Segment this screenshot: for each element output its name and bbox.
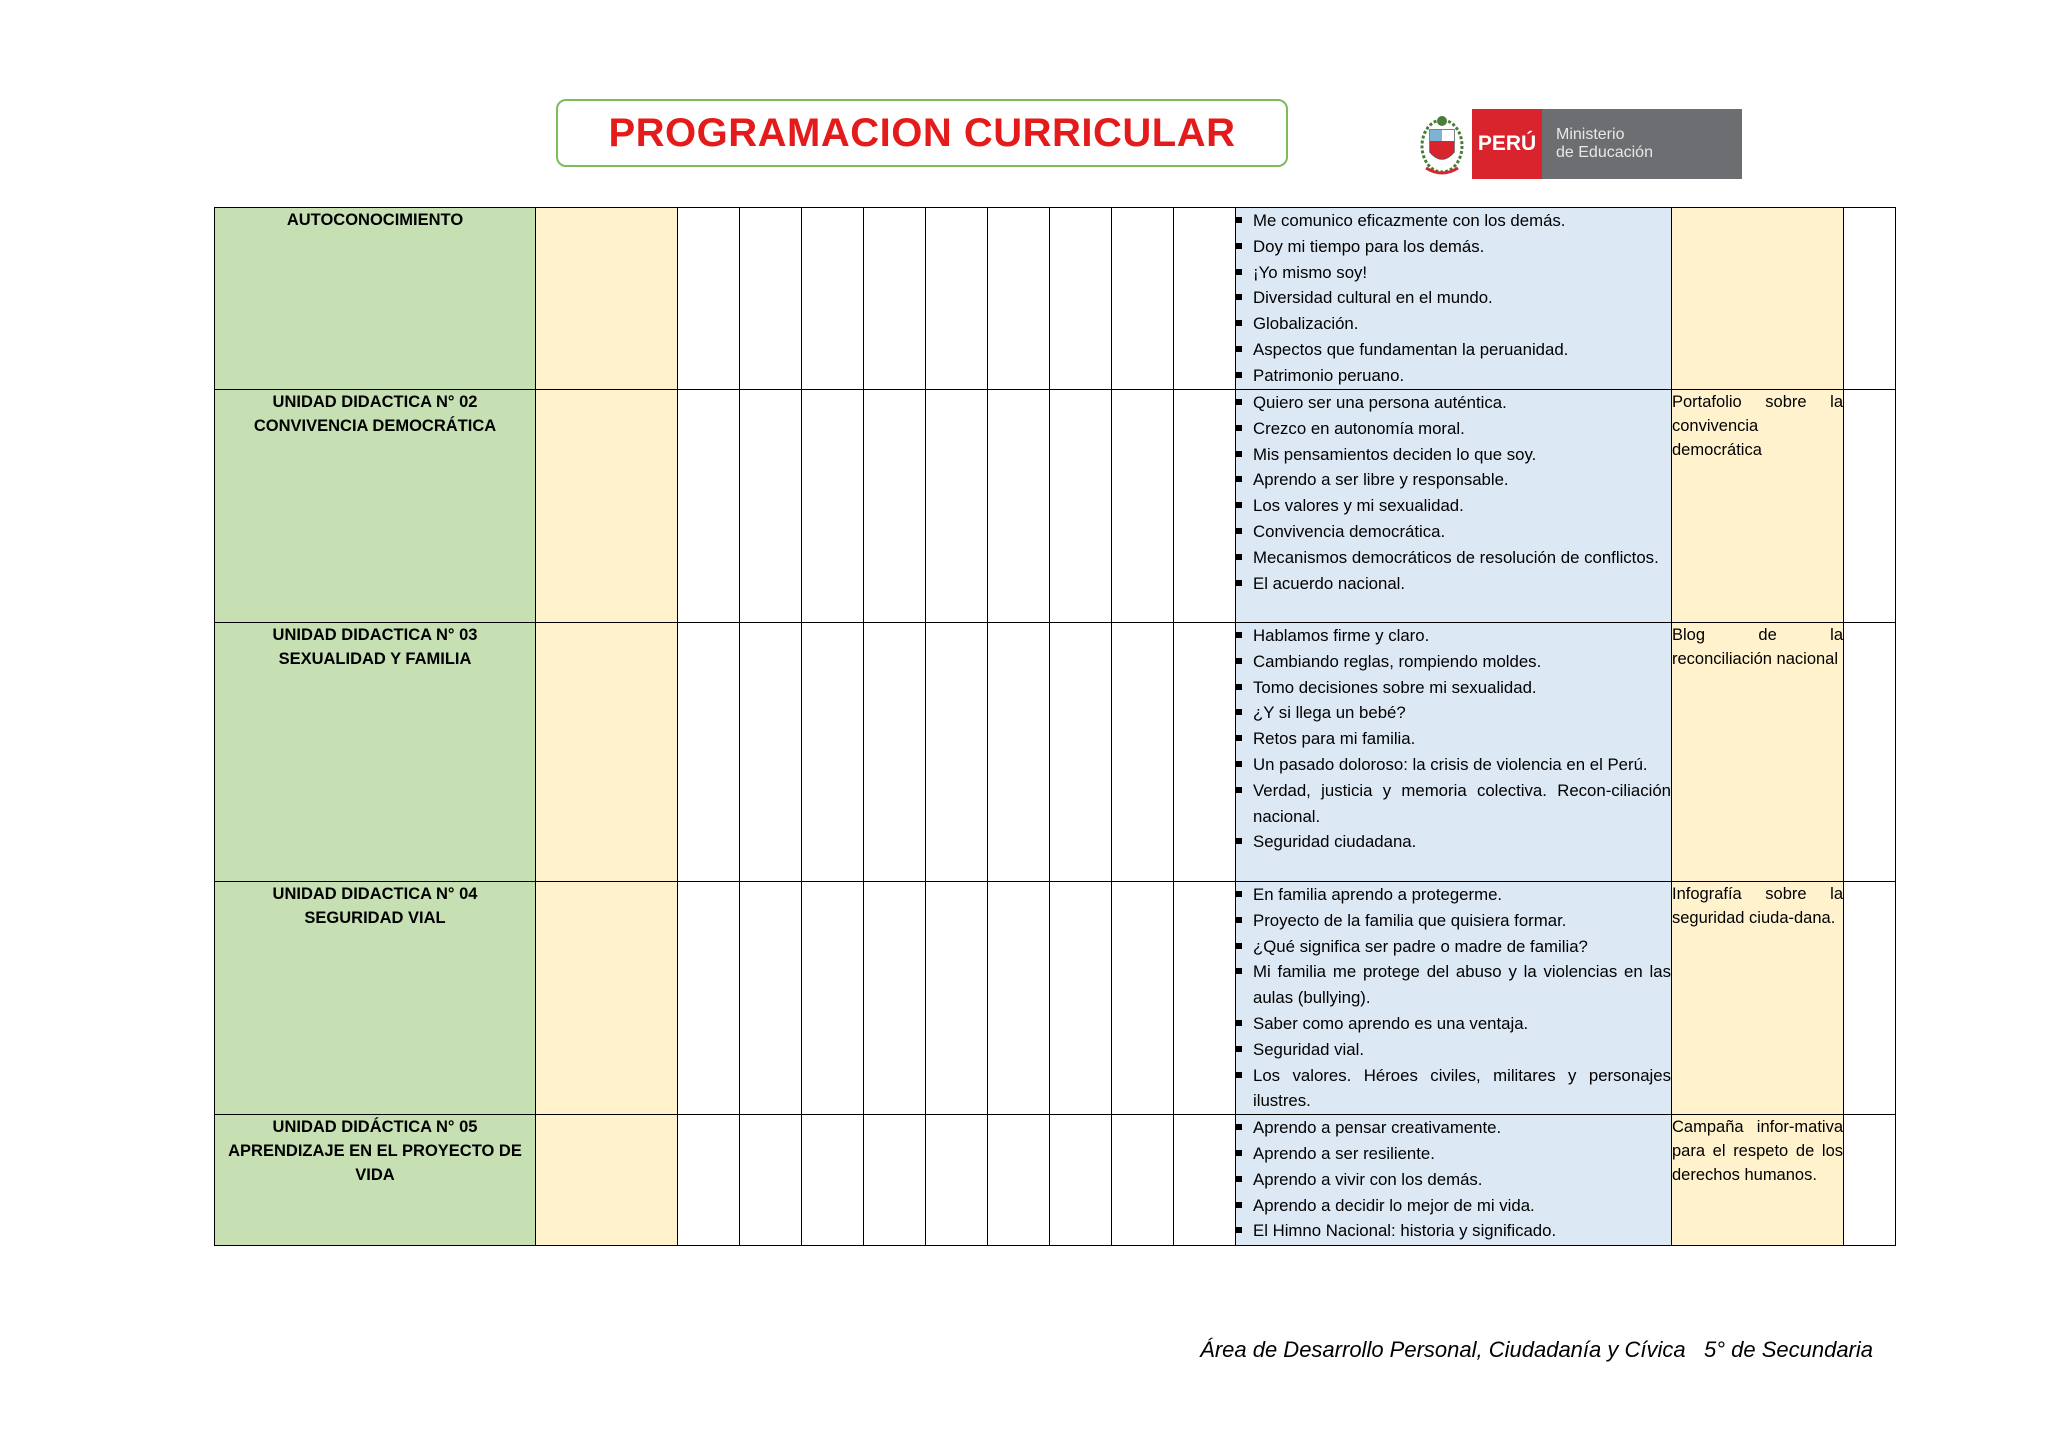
page-title-box — [556, 99, 1288, 167]
list-item: Un pasado doloroso: la crisis de violencia en el Perú. — [1236, 752, 1671, 778]
unit-cell — [215, 208, 536, 390]
unit-title-line: APRENDIZAJE EN EL PROYECTO DE — [228, 1142, 522, 1161]
empty-cell — [740, 882, 802, 1115]
empty-cell — [864, 208, 926, 390]
footer-text — [1200, 1337, 1873, 1363]
list-item: Los valores y mi sexualidad. — [1236, 493, 1671, 519]
empty-cell — [802, 623, 864, 882]
empty-cell — [864, 623, 926, 882]
empty-cell — [926, 882, 988, 1115]
empty-cell — [678, 623, 740, 882]
product-cell: Infografía sobre la seguridad ciuda-dana. — [1672, 882, 1844, 1115]
empty-cell — [1844, 1115, 1896, 1246]
empty-cell — [1174, 882, 1236, 1115]
empty-cell — [1112, 1115, 1174, 1246]
list-item: Seguridad vial. — [1236, 1037, 1671, 1063]
list-item: Verdad, justicia y memoria colectiva. Recon-ciliación nacional. — [1236, 778, 1671, 830]
table-row — [215, 882, 1896, 1115]
competency-cell — [536, 882, 678, 1115]
empty-cell — [802, 882, 864, 1115]
list-item: Retos para mi familia. — [1236, 726, 1671, 752]
empty-cell — [988, 208, 1050, 390]
list-item: Los valores. Héroes civiles, militares y personajes ilustres. — [1236, 1063, 1671, 1115]
empty-cell — [740, 208, 802, 390]
topics-cell — [1236, 390, 1672, 623]
ministry-label — [1542, 109, 1742, 179]
unit-title-line: AUTOCONOCIMIENTO — [286, 211, 464, 229]
list-item: ¿Y si llega un bebé? — [1236, 700, 1671, 726]
empty-cell — [1050, 1115, 1112, 1246]
product-cell: Portafolio sobre la convivencia democrática — [1672, 390, 1844, 623]
topics-list — [1236, 390, 1671, 596]
empty-cell — [678, 1115, 740, 1246]
list-item: Cambiando reglas, rompiendo moldes. — [1236, 649, 1671, 675]
list-item: Mis pensamientos deciden lo que soy. — [1236, 442, 1671, 468]
list-item: Aprendo a pensar creativamente. — [1236, 1115, 1671, 1141]
unit-cell — [215, 623, 536, 882]
unit-title-line: UNIDAD DIDACTICA N° 03 — [272, 626, 478, 644]
list-item: Mi familia me protege del abuso y la violencias en las aulas (bullying). — [1236, 959, 1671, 1011]
topics-list — [1236, 1115, 1671, 1244]
empty-cell — [1174, 623, 1236, 882]
empty-cell — [926, 1115, 988, 1246]
peru-badge: PERÚ — [1472, 109, 1542, 179]
page-title: PROGRAMACION CURRICULAR — [608, 110, 1236, 155]
empty-cell — [1050, 882, 1112, 1115]
list-item: El acuerdo nacional. — [1236, 571, 1671, 597]
list-item: Convivencia democrática. — [1236, 519, 1671, 545]
product-cell: Blog de la reconciliación nacional — [1672, 623, 1844, 882]
footer-grade: 5° de Secundaria — [1703, 1337, 1873, 1362]
list-item: Hablamos firme y claro. — [1236, 623, 1671, 649]
empty-cell — [678, 390, 740, 623]
empty-cell — [864, 1115, 926, 1246]
unit-title-line: SEGURIDAD VIAL — [304, 909, 446, 927]
list-item: En familia aprendo a protegerme. — [1236, 882, 1671, 908]
table-row — [215, 623, 1896, 882]
footer-area: Área de Desarrollo Personal, Ciudadanía y Cívica — [1200, 1337, 1686, 1362]
unit-title-line: UNIDAD DIDACTICA N° 02 — [272, 393, 478, 411]
competency-cell — [536, 208, 678, 390]
topics-cell — [1236, 882, 1672, 1115]
empty-cell — [926, 208, 988, 390]
empty-cell — [740, 1115, 802, 1246]
list-item: Diversidad cultural en el mundo. — [1236, 285, 1671, 311]
curriculum-table — [214, 207, 1896, 1246]
list-item: El Himno Nacional: historia y significado. — [1236, 1218, 1671, 1244]
list-item: Quiero ser una persona auténtica. — [1236, 390, 1671, 416]
empty-cell — [988, 390, 1050, 623]
list-item: Aprendo a decidir lo mejor de mi vida. — [1236, 1193, 1671, 1219]
table-row — [215, 1115, 1896, 1246]
empty-cell — [926, 390, 988, 623]
ministry-line-1: Ministerio — [1556, 126, 1625, 143]
list-item: Mecanismos democráticos de resolución de conflictos. — [1236, 545, 1671, 571]
topics-list — [1236, 623, 1671, 855]
list-item: Aspectos que fundamentan la peruanidad. — [1236, 337, 1671, 363]
empty-cell — [1844, 882, 1896, 1115]
list-item: Proyecto de la familia que quisiera formar. — [1236, 908, 1671, 934]
empty-cell — [864, 882, 926, 1115]
empty-cell — [926, 623, 988, 882]
unit-title-line: CONVIVENCIA DEMOCRÁTICA — [253, 417, 497, 435]
empty-cell — [864, 390, 926, 623]
product-cell — [1672, 208, 1844, 390]
list-item: Seguridad ciudadana. — [1236, 829, 1671, 855]
unit-cell — [215, 390, 536, 623]
unit-title-line: VIDA — [355, 1166, 395, 1185]
table-row — [215, 208, 1896, 390]
empty-cell — [1844, 390, 1896, 623]
empty-cell — [1112, 882, 1174, 1115]
empty-cell — [1112, 623, 1174, 882]
empty-cell — [1844, 208, 1896, 390]
ministry-line-2: de Educación — [1556, 144, 1653, 161]
list-item: Aprendo a vivir con los demás. — [1236, 1167, 1671, 1193]
list-item: ¿Qué significa ser padre o madre de familia? — [1236, 934, 1671, 960]
list-item: Aprendo a ser libre y responsable. — [1236, 467, 1671, 493]
competency-cell — [536, 390, 678, 623]
empty-cell — [740, 390, 802, 623]
unit-title-line: UNIDAD DIDÁCTICA N° 05 — [272, 1118, 478, 1137]
empty-cell — [1112, 208, 1174, 390]
list-item: Me comunico eficazmente con los demás. — [1236, 208, 1671, 234]
coat-of-arms-icon — [1418, 108, 1466, 180]
list-item: Crezco en autonomía moral. — [1236, 416, 1671, 442]
table-row — [215, 390, 1896, 623]
unit-cell — [215, 1115, 536, 1246]
unit-title-line: UNIDAD DIDACTICA N° 04 — [272, 885, 478, 903]
empty-cell — [1050, 623, 1112, 882]
topics-list — [1236, 208, 1671, 389]
empty-cell — [1050, 208, 1112, 390]
empty-cell — [1844, 623, 1896, 882]
unit-title-line: SEXUALIDAD Y FAMILIA — [278, 650, 472, 668]
empty-cell — [740, 623, 802, 882]
empty-cell — [988, 1115, 1050, 1246]
empty-cell — [1112, 390, 1174, 623]
empty-cell — [802, 208, 864, 390]
list-item: Saber como aprendo es una ventaja. — [1236, 1011, 1671, 1037]
list-item: ¡Yo mismo soy! — [1236, 260, 1671, 286]
topics-list — [1236, 882, 1671, 1114]
empty-cell — [678, 208, 740, 390]
list-item: Patrimonio peruano. — [1236, 363, 1671, 389]
topics-cell — [1236, 1115, 1672, 1246]
topics-cell — [1236, 623, 1672, 882]
empty-cell — [988, 882, 1050, 1115]
empty-cell — [802, 390, 864, 623]
empty-cell — [1174, 1115, 1236, 1246]
product-cell: Campaña infor-mativa para el respeto de los derechos humanos. — [1672, 1115, 1844, 1246]
empty-cell — [1174, 208, 1236, 390]
empty-cell — [988, 623, 1050, 882]
unit-cell — [215, 882, 536, 1115]
list-item: Tomo decisiones sobre mi sexualidad. — [1236, 675, 1671, 701]
empty-cell — [1174, 390, 1236, 623]
empty-cell — [802, 1115, 864, 1246]
empty-cell — [678, 882, 740, 1115]
list-item: Aprendo a ser resiliente. — [1236, 1141, 1671, 1167]
topics-cell — [1236, 208, 1672, 390]
empty-cell — [1050, 390, 1112, 623]
competency-cell — [536, 623, 678, 882]
list-item: Doy mi tiempo para los demás. — [1236, 234, 1671, 260]
minedu-logo — [1418, 108, 1742, 180]
competency-cell — [536, 1115, 678, 1246]
list-item: Globalización. — [1236, 311, 1671, 337]
